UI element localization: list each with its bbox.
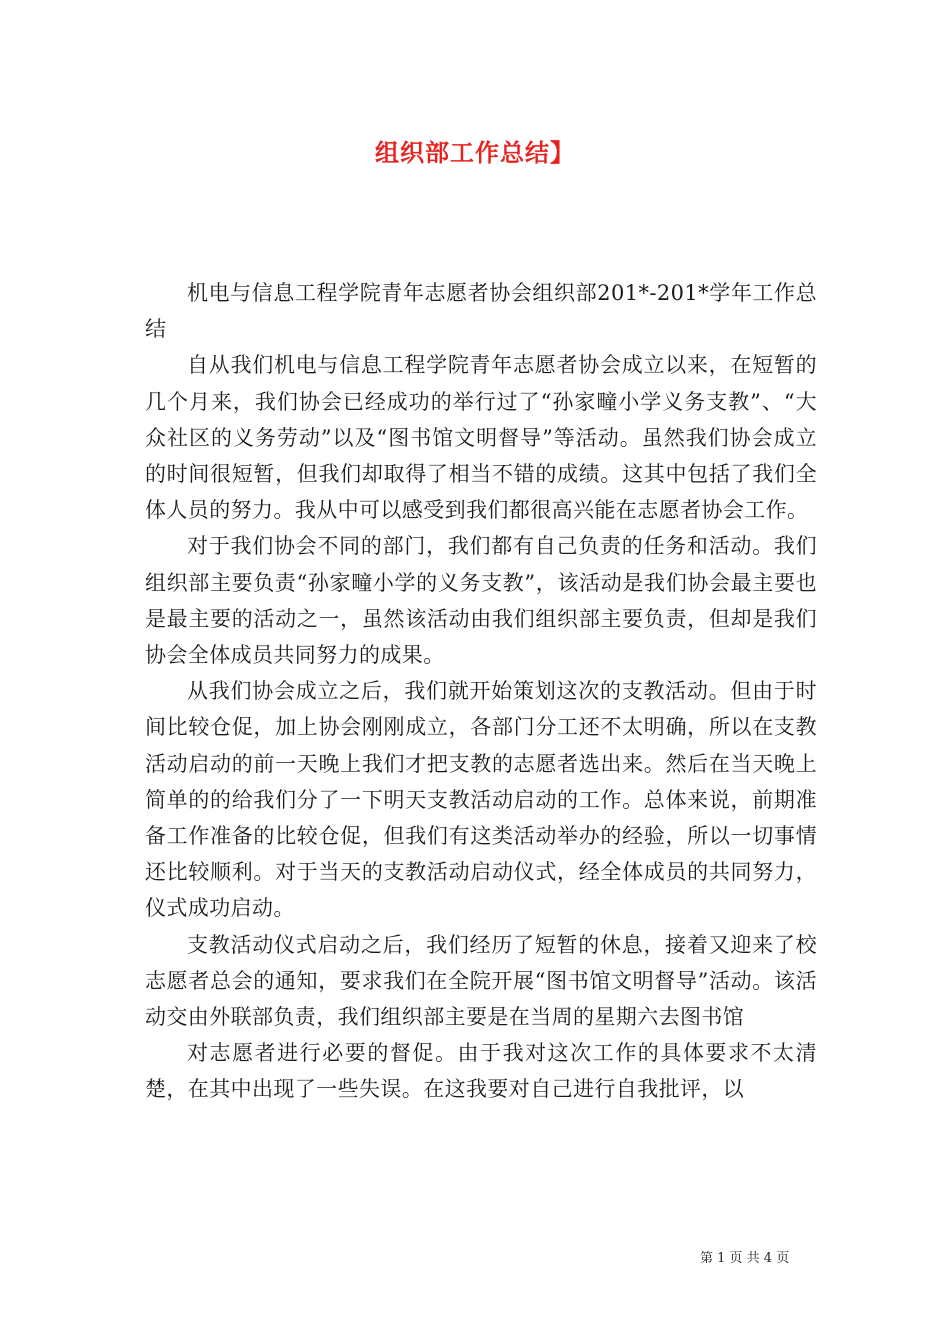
document-body bbox=[145, 275, 817, 1108]
paragraph: 对志愿者进行必要的督促。由于我对这次工作的具体要求不太清楚，在其中出现了一些失误。在这我要对自己进行自我批评，以 bbox=[145, 1041, 817, 1102]
paragraph: 支教活动仪式启动之后，我们经历了短暂的休息，接着又迎来了校志愿者总会的通知，要求我们在全院开展“图书馆文明督导”活动。该活动交由外联部负责，我们组织部主要是在当周的星期六去图书馆 bbox=[145, 932, 817, 1030]
paragraph: 对于我们协会不同的部门，我们都有自己负责的任务和活动。我们组织部主要负责“孙家疃小学的义务支教”，该活动是我们协会最主要也是最主要的活动之一，虽然该活动由我们组织部主要负责，但却是我们协会全体成员共同努力的成果。 bbox=[145, 534, 817, 668]
paragraph: 自从我们机电与信息工程学院青年志愿者协会成立以来，在短暂的几个月来，我们协会已经成功的举行过了“孙家疃小学义务支教”、“大众社区的义务劳动”以及“图书馆文明督导”等活动。虽然我们协会成立的时间很短暂，但我们却取得了相当不错的成绩。这其中包括了我们全体人员的努力。我从中可以感受到我们都很高兴能在志愿者协会工作。 bbox=[145, 353, 817, 523]
document-title: 组织部工作总结】 bbox=[375, 139, 575, 167]
paragraph: 机电与信息工程学院青年志愿者协会组织部201*-201*学年工作总结 bbox=[145, 281, 817, 342]
page-number-footer: 第 1 页 共 4 页 bbox=[700, 1251, 790, 1266]
paragraph: 从我们协会成立之后，我们就开始策划这次的支教活动。但由于时间比较仓促，加上协会刚刚成立，各部门分工还不太明确，所以在支教活动启动的前一天晚上我们才把支教的志愿者选出来。然后在当天晚上简单的的给我们分了一下明天支教活动启动的工作。总体来说，前期准备工作准备的比较仓促，但我们有这类活动举办的经验，所以一切事情还比较顺利。对于当天的支教活动启动仪式，经全体成员的共同努力，仪式成功启动。 bbox=[145, 679, 817, 921]
